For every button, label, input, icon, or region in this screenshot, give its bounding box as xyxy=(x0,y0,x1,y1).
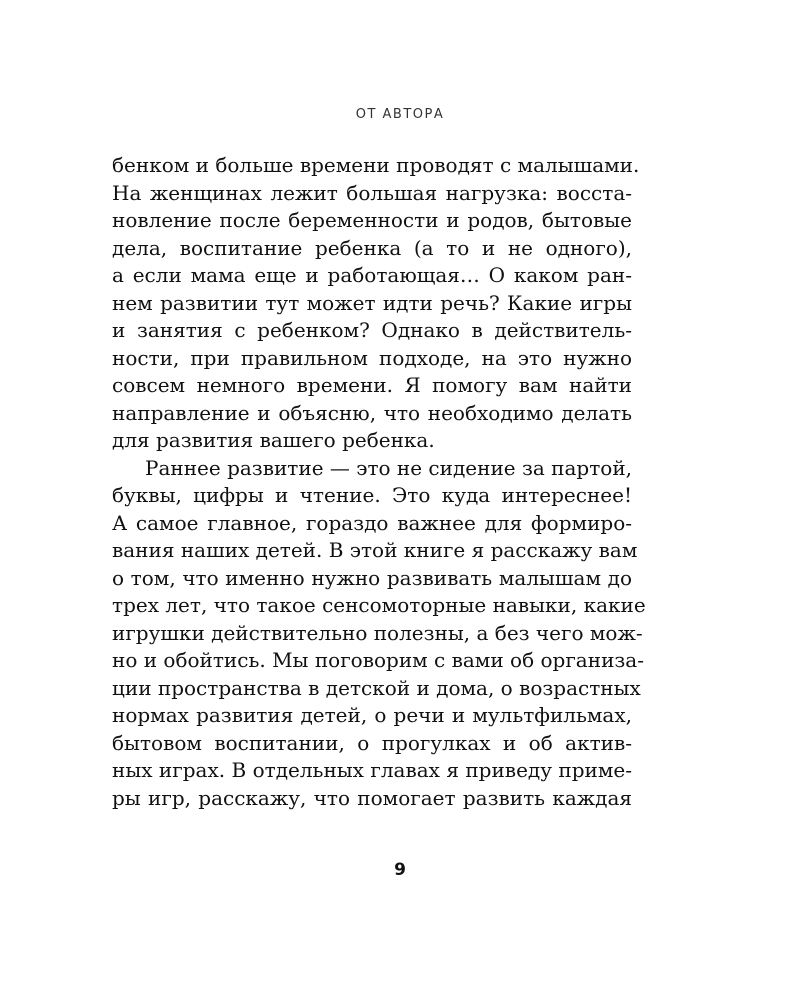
text-line: и занятия с ребенком? Однако в действитель- xyxy=(112,318,632,342)
running-header: ОТ АВТОРА xyxy=(355,107,445,122)
text-line: На женщинах лежит большая нагрузка: восста- xyxy=(112,180,632,205)
text-line: нормах развития детей, о речи и мультфильмах, xyxy=(112,703,632,727)
text-line: но и обойтись. Мы поговорим с вами об организа- xyxy=(112,648,644,672)
text-line: бытовом воспитании, о прогулках и об актив- xyxy=(112,730,632,755)
text-line: дела, воспитание ребенка (а то и не одного), xyxy=(112,235,632,260)
text-line: направление и объясню, что необходимо делать xyxy=(112,400,632,425)
text-line: трех лет, что такое сенсомоторные навыки, какие xyxy=(112,593,646,617)
page-number: 9 xyxy=(394,860,406,880)
text-line: бенком и больше времени проводят с малышами. xyxy=(112,153,640,177)
text-line: игрушки действительно полезны, а без чего мож- xyxy=(112,620,643,645)
text-line: о том, что именно нужно развивать малышам до xyxy=(112,565,632,590)
text-line: ности, при правильном подходе, на это нужно xyxy=(112,345,632,370)
text-line: нем развитии тут может идти речь? Какие игры xyxy=(112,290,632,315)
text-line: а если мама еще и работающая… О каком ран- xyxy=(112,263,632,287)
text-line: вания наших детей. В этой книге я расскажу вам xyxy=(112,538,638,562)
body-text xyxy=(112,152,646,812)
text-line: совсем немного времени. Я помогу вам найти xyxy=(112,373,632,397)
text-line: ры игр, расскажу, что помогает развить каждая xyxy=(112,785,632,810)
text-line: новление после беременности и родов, бытовые xyxy=(112,208,632,232)
text-line: ных играх. В отдельных главах я приведу приме- xyxy=(112,758,632,782)
paragraph-first-line: Раннее развитие — это не сидение за партой, xyxy=(145,455,633,480)
text-line: для развития вашего ребенка. xyxy=(112,428,435,452)
text-line: буквы, цифры и чтение. Это куда интереснее! xyxy=(112,483,632,507)
text-line: А самое главное, гораздо важнее для формиро- xyxy=(112,510,632,535)
text-line: ции пространства в детской и дома, о возрастных xyxy=(112,675,641,700)
